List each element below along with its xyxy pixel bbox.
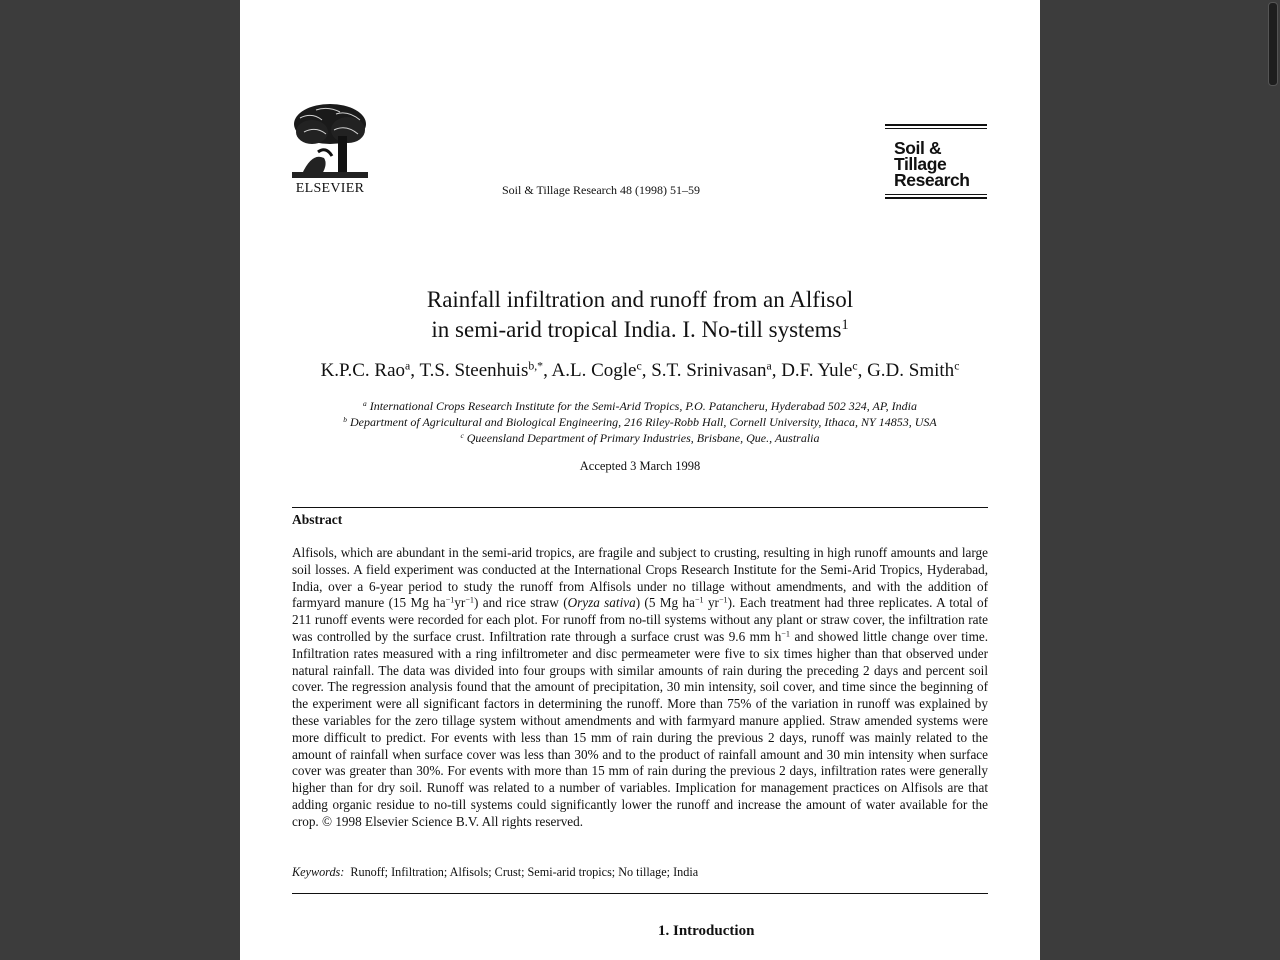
elsevier-logo xyxy=(290,102,370,198)
author-list: K.P.C. Rao$^a$, T.S. Steenhuis$^{b,*}$, A.L. Cogle$^c$, S.T. Srinivasan$^a$, D.F. Yule$^c$, G.D. Smith$^c$ xyxy=(320,359,960,381)
title-line: in semi-arid tropical India. I. No-till systems$^1$ xyxy=(431,317,849,342)
keywords xyxy=(292,865,698,880)
title-footnote-mark[interactable]: 1 xyxy=(841,317,849,334)
journal-logo-line: Tillage xyxy=(894,154,947,174)
author: D.F. Yule$^c$ xyxy=(781,359,858,381)
abstract-text: Alfisols, which are abundant in the semi-arid tropics, are fragile and subject to crusting, resulting in high runoff amounts and large soil losses. A field experiment was conducted at the International Crops Research Institute for the Semi-Arid Tropics, Hyderabad, India, over a 6-year period to study the runoff from Alfisols under no tillage without amendments, and with the addition of farmyard manure (15 Mg $ha^{-1}yr^{-1}$) and rice straw (Oryza sativa) (5 Mg $ha^{-1}$ $yr^{-1}$). Each treatment had three replicates. A total of 211 runoff events were recorded for each plot. For runoff from no-till systems without any plant or straw cover, the infiltration rate was controlled by the surface crust. Infiltration rate through a surface crust was 9.6 mm $h^{-1}$ and showed little change over time. Infiltration rates measured with a ring infiltrometer and disc permeameter were five to six times higher than that observed under natural rainfall. The data was divided into four groups with similar amounts of rain during the preceding 2 days and percent soil cover. The regression analysis found that the amount of precipitation, 30 min intensity, soil cover, and time since the beginning of the experiment were all significant factors in determining the runoff. More than 75% of the variation in runoff was explained by these variables for the zero tillage system without amendments and with farmyard manure applied. Straw amended systems were more difficult to predict. For events with less than 15 mm of rain during the previous 2 days, runoff was mainly related to the amount of rainfall when surface cover was less than 30% and to the product of rainfall amount and 30 min intensity when surface cover was greater than 30%. For events with more than 15 mm of rain during the previous 2 days, infiltration rates were generally higher than for dry soil. Runoff was related to a number of variables. Implication for management practices on Alfisols are that adding organic residue to no-till systems could significantly lower the runoff and increase the amount of water available for the crop. © 1998 Elsevier Science B.V. All rights reserved. xyxy=(292,545,988,829)
title-line: Rainfall infiltration and runoff from an Alfisol xyxy=(426,287,854,312)
journal-logo xyxy=(885,124,987,201)
journal-logo-line: Research xyxy=(894,170,970,190)
divider xyxy=(292,893,988,894)
article-title xyxy=(240,285,1040,345)
affiliations xyxy=(240,398,1040,446)
keywords-list: Runoff; Infiltration; Alfisols; Crust; Semi-arid tropics; No tillage; India xyxy=(350,865,699,879)
affiliation: $^b$ Department of Agricultural and Biological Engineering, 216 Riley-Robb Hall, Cornell University, Ithaca, NY 14853, USA xyxy=(343,414,937,429)
author: T.S. Steenhuis$^{b,*}$ xyxy=(419,359,544,381)
publisher-name: ELSEVIER xyxy=(295,181,365,196)
journal-logo-line: Soil & xyxy=(894,138,942,158)
journal-citation: Soil & Tillage Research 48 (1998) 51–59 xyxy=(502,183,700,197)
document-page xyxy=(240,0,1040,960)
species-name: Oryza sativa xyxy=(567,595,636,611)
author: K.P.C. Rao$^a$ xyxy=(320,359,411,381)
author: A.L. Cogle$^c$ xyxy=(551,359,642,381)
scrollbar[interactable] xyxy=(1264,0,1280,960)
section-heading: 1. Introduction xyxy=(658,923,755,939)
author: G.D. Smith$^c$ xyxy=(867,359,960,381)
scrollbar-thumb[interactable] xyxy=(1268,2,1278,86)
affiliation: $^c$ Queensland Department of Primary Industries, Brisbane, Que., Australia xyxy=(460,430,820,445)
author: S.T. Srinivasan$^a$ xyxy=(651,359,772,381)
abstract-heading: Abstract xyxy=(292,512,343,527)
elsevier-tree-icon xyxy=(292,102,368,178)
divider xyxy=(292,507,988,508)
accepted-date: Accepted 3 March 1998 xyxy=(579,459,701,473)
keywords-label: Keywords: xyxy=(292,865,345,879)
affiliation: $^a$ International Crops Research Institute for the Semi-Arid Tropics, P.O. Patancheru, Hyderabad 502 324, AP, India xyxy=(362,398,917,413)
